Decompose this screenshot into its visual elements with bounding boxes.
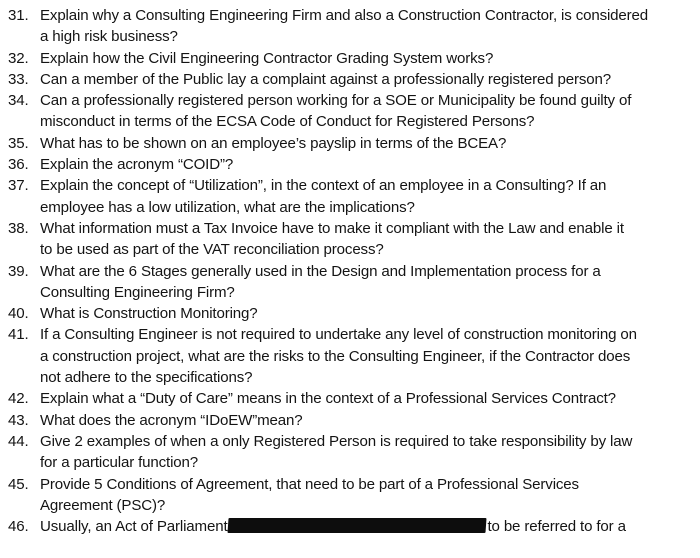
question-text: What has to be shown on an employee’s payslip in terms of the BCEA?: [40, 134, 507, 152]
question-item: [0, 324, 700, 388]
question-item: [0, 261, 700, 304]
question-text: What information must a Tax Invoice have to make it compliant with the Law and enable it to be used as part of the VAT reconciliation process?: [40, 219, 624, 259]
question-number: 37.: [8, 177, 29, 195]
question-item: [0, 303, 700, 324]
question-item: [0, 90, 700, 133]
question-number: 43.: [8, 411, 29, 429]
question-text: What does the acronym “IDoEW”mean?: [40, 411, 303, 429]
question-number: 33.: [8, 70, 29, 88]
question-text: Explain what a “Duty of Care” means in the context of a Professional Services Contract?: [40, 390, 616, 408]
question-number: 38.: [8, 219, 29, 237]
question-number: 32.: [8, 49, 29, 67]
question-text: Explain the concept of “Utilization”, in the context of an employee in a Consulting? If an employee has a low utilization, what are the implications?: [40, 177, 607, 216]
question-text: Explain how the Civil Engineering Contractor Grading System works?: [40, 49, 494, 67]
question-text: Explain the acronym “COID”?: [40, 156, 234, 174]
question-text: [40, 516, 690, 537]
question-text: Can a member of the Public lay a complaint against a professionally registered person?: [40, 70, 612, 88]
question-item: [0, 175, 700, 218]
question-number: 35.: [8, 134, 29, 152]
question-number: 31.: [8, 7, 29, 24]
question-item: [0, 431, 700, 474]
question-text: What are the 6 Stages generally used in the Design and Implementation process for a Consulting Engineering Firm?: [40, 262, 601, 301]
question-number: 41.: [8, 326, 29, 344]
question-item: [0, 154, 700, 175]
question-item: [0, 5, 700, 48]
question-number: 42.: [8, 390, 29, 408]
question-text-before-redaction: Usually, an Act of Parliament: [40, 518, 228, 536]
question-text: Provide 5 Conditions of Agreement, that need to be part of a Professional Services Agreement (PSC)?: [40, 475, 579, 514]
question-item: [0, 218, 700, 261]
question-number: 46.: [8, 518, 29, 536]
question-text: Explain why a Consulting Engineering Firm and also a Construction Contractor, is considered a high risk business?: [40, 7, 649, 46]
question-item: [0, 69, 700, 90]
question-text: Can a professionally registered person working for a SOE or Municipality be found guilty of misconduct in terms of the ECSA Code of Conduct for Registered Persons?: [40, 92, 632, 131]
question-item: [0, 388, 700, 409]
redaction-bar: [228, 518, 487, 533]
question-number: 39.: [8, 262, 29, 280]
question-text: If a Consulting Engineer is not required to undertake any level of construction monitoring on a construction project, what are the risks to the Consulting Engineer, if the Contractor does not adhere to the specifications?: [40, 326, 637, 387]
question-text-after-redaction: to be referred to for a: [487, 518, 626, 536]
question-item: [0, 474, 700, 517]
question-number: 36.: [8, 156, 29, 174]
question-number: 45.: [8, 475, 29, 493]
question-number: 44.: [8, 432, 29, 450]
question-item: [0, 133, 700, 154]
question-item: [0, 410, 700, 431]
question-number: 34.: [8, 92, 29, 110]
question-list: [0, 5, 700, 537]
question-item: [0, 48, 700, 69]
question-text: Give 2 examples of when a only Registered Person is required to take responsibility by law for a particular function?: [40, 432, 633, 472]
question-number: 40.: [8, 305, 29, 323]
question-text: What is Construction Monitoring?: [40, 305, 258, 323]
question-item-last: [0, 516, 700, 537]
